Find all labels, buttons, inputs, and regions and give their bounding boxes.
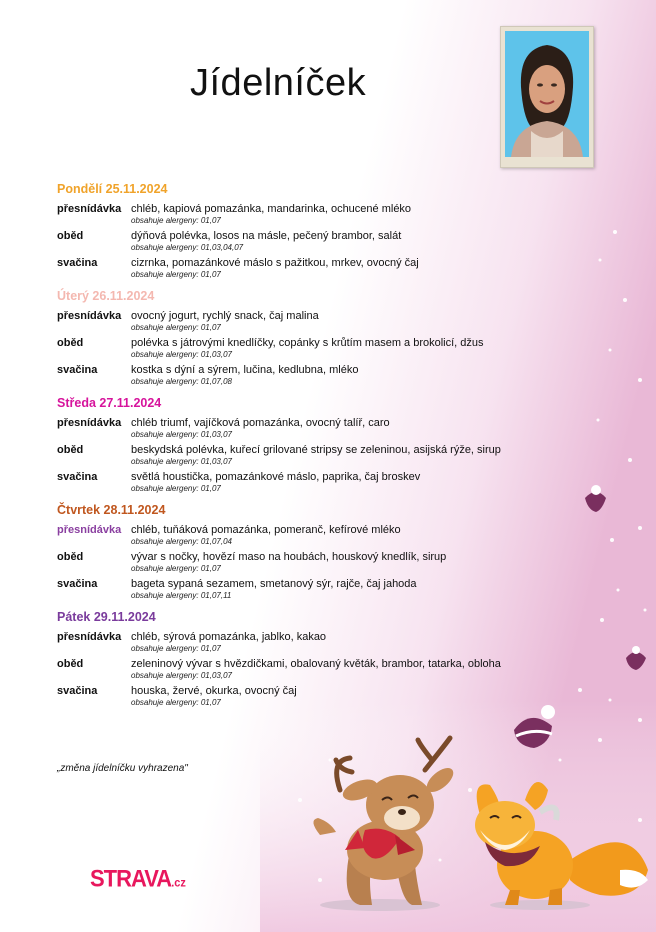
meal-label: svačina [57,471,98,483]
portrait-photo [500,26,594,168]
meal-label: přesnídávka [57,524,122,536]
meal-text: houska, žervé, okurka, ovocný čaj [131,685,297,697]
day-section [57,503,527,601]
meal-row [57,417,527,440]
meal-allergens: obsahuje alergeny: 01,07 [131,323,221,332]
meal-row [57,551,527,574]
meal-label: oběd [57,444,84,456]
strava-logo [90,865,186,894]
meal-allergens: obsahuje alergeny: 01,07 [131,564,221,573]
meal-label: oběd [57,551,84,563]
day-heading: Čtvrtek 28.11.2024 [57,503,166,517]
meal-label: svačina [57,578,98,590]
meal-label: přesnídávka [57,417,122,429]
menu-list [57,182,527,717]
meal-body [131,685,527,708]
meal-body [131,444,527,467]
meal-allergens: obsahuje alergeny: 01,07 [131,270,221,279]
logo-text: STRAVA [90,864,172,893]
meal-text: ovocný jogurt, rychlý snack, čaj malina [131,310,319,322]
meal-row [57,524,527,547]
meal-body [131,417,527,440]
meal-body [131,203,527,226]
meal-row [57,471,527,494]
day-heading: Pondělí 25.11.2024 [57,182,168,196]
meal-body [131,578,527,601]
page-title: Jídelníček [190,62,367,104]
meal-text: chléb, sýrová pomazánka, jablko, kakao [131,631,327,643]
meal-body [131,310,527,333]
meal-label: svačina [57,257,98,269]
meal-label: přesnídávka [57,310,122,322]
meal-row [57,337,527,360]
meal-text: beskydská polévka, kuřecí grilované stripsy se zeleninou, asijská rýže, sirup [131,444,501,456]
meal-row [57,203,527,226]
meal-body [131,257,527,280]
day-heading: Úterý 26.11.2024 [57,289,155,303]
meal-allergens: obsahuje alergeny: 01,03,07 [131,350,232,359]
meal-row [57,257,527,280]
meal-text: chléb, kapiová pomazánka, mandarinka, ochucené mléko [131,203,412,215]
meal-allergens: obsahuje alergeny: 01,03,04,07 [131,243,244,252]
meal-text: zeleninový vývar s hvězdičkami, obalovaný květák, brambor, tatarka, obloha [131,658,501,670]
meal-body [131,364,527,387]
meal-label: oběd [57,230,84,242]
meal-allergens: obsahuje alergeny: 01,07 [131,216,221,225]
day-section [57,289,527,387]
meal-label: oběd [57,337,84,349]
meal-row [57,444,527,467]
day-section [57,396,527,494]
menu-change-note: „změna jídelníčku vyhrazena" [57,763,188,774]
meal-allergens: obsahuje alergeny: 01,07 [131,698,221,707]
logo-suffix: .cz [171,876,186,890]
meal-allergens: obsahuje alergeny: 01,03,07 [131,430,232,439]
meal-allergens: obsahuje alergeny: 01,07,11 [131,591,232,600]
meal-row [57,310,527,333]
meal-text: kostka s dýní a sýrem, lučina, kedlubna, mléko [131,364,359,376]
meal-text: vývar s nočky, hovězí maso na houbách, houskový knedlík, sirup [131,551,447,563]
meal-text: chléb triumf, vajíčková pomazánka, ovocný talíř, caro [131,417,390,429]
meal-allergens: obsahuje alergeny: 01,07 [131,484,221,493]
meal-label: oběd [57,658,84,670]
meal-text: bageta sypaná sezamem, smetanový sýr, rajče, čaj jahoda [131,578,417,590]
meal-body [131,551,527,574]
meal-body [131,524,527,547]
meal-text: cizrnka, pomazánkové máslo s pažitkou, mrkev, ovocný čaj [131,257,419,269]
meal-allergens: obsahuje alergeny: 01,03,07 [131,671,232,680]
meal-body [131,658,527,681]
meal-allergens: obsahuje alergeny: 01,07,08 [131,377,232,386]
meal-text: světlá houstička, pomazánkové máslo, paprika, čaj broskev [131,471,421,483]
meal-row [57,658,527,681]
meal-allergens: obsahuje alergeny: 01,07 [131,644,221,653]
meal-text: dýňová polévka, losos na másle, pečený brambor, salát [131,230,402,242]
meal-text: polévka s játrovými knedlíčky, copánky s krůtím masem a brokolicí, džus [131,337,484,349]
day-heading: Středa 27.11.2024 [57,396,162,410]
meal-label: přesnídávka [57,631,122,643]
meal-row [57,578,527,601]
meal-label: svačina [57,364,98,376]
day-section [57,182,527,280]
meal-body [131,230,527,253]
meal-body [131,631,527,654]
day-section [57,610,527,708]
meal-label: přesnídávka [57,203,122,215]
meal-allergens: obsahuje alergeny: 01,03,07 [131,457,232,466]
meal-allergens: obsahuje alergeny: 01,07,04 [131,537,232,546]
meal-text: chléb, tuňáková pomazánka, pomeranč, kefírové mléko [131,524,401,536]
meal-body [131,337,527,360]
meal-body [131,471,527,494]
meal-row [57,631,527,654]
meal-row [57,230,527,253]
day-heading: Pátek 29.11.2024 [57,610,156,624]
meal-row [57,364,527,387]
meal-label: svačina [57,685,98,697]
meal-row [57,685,527,708]
